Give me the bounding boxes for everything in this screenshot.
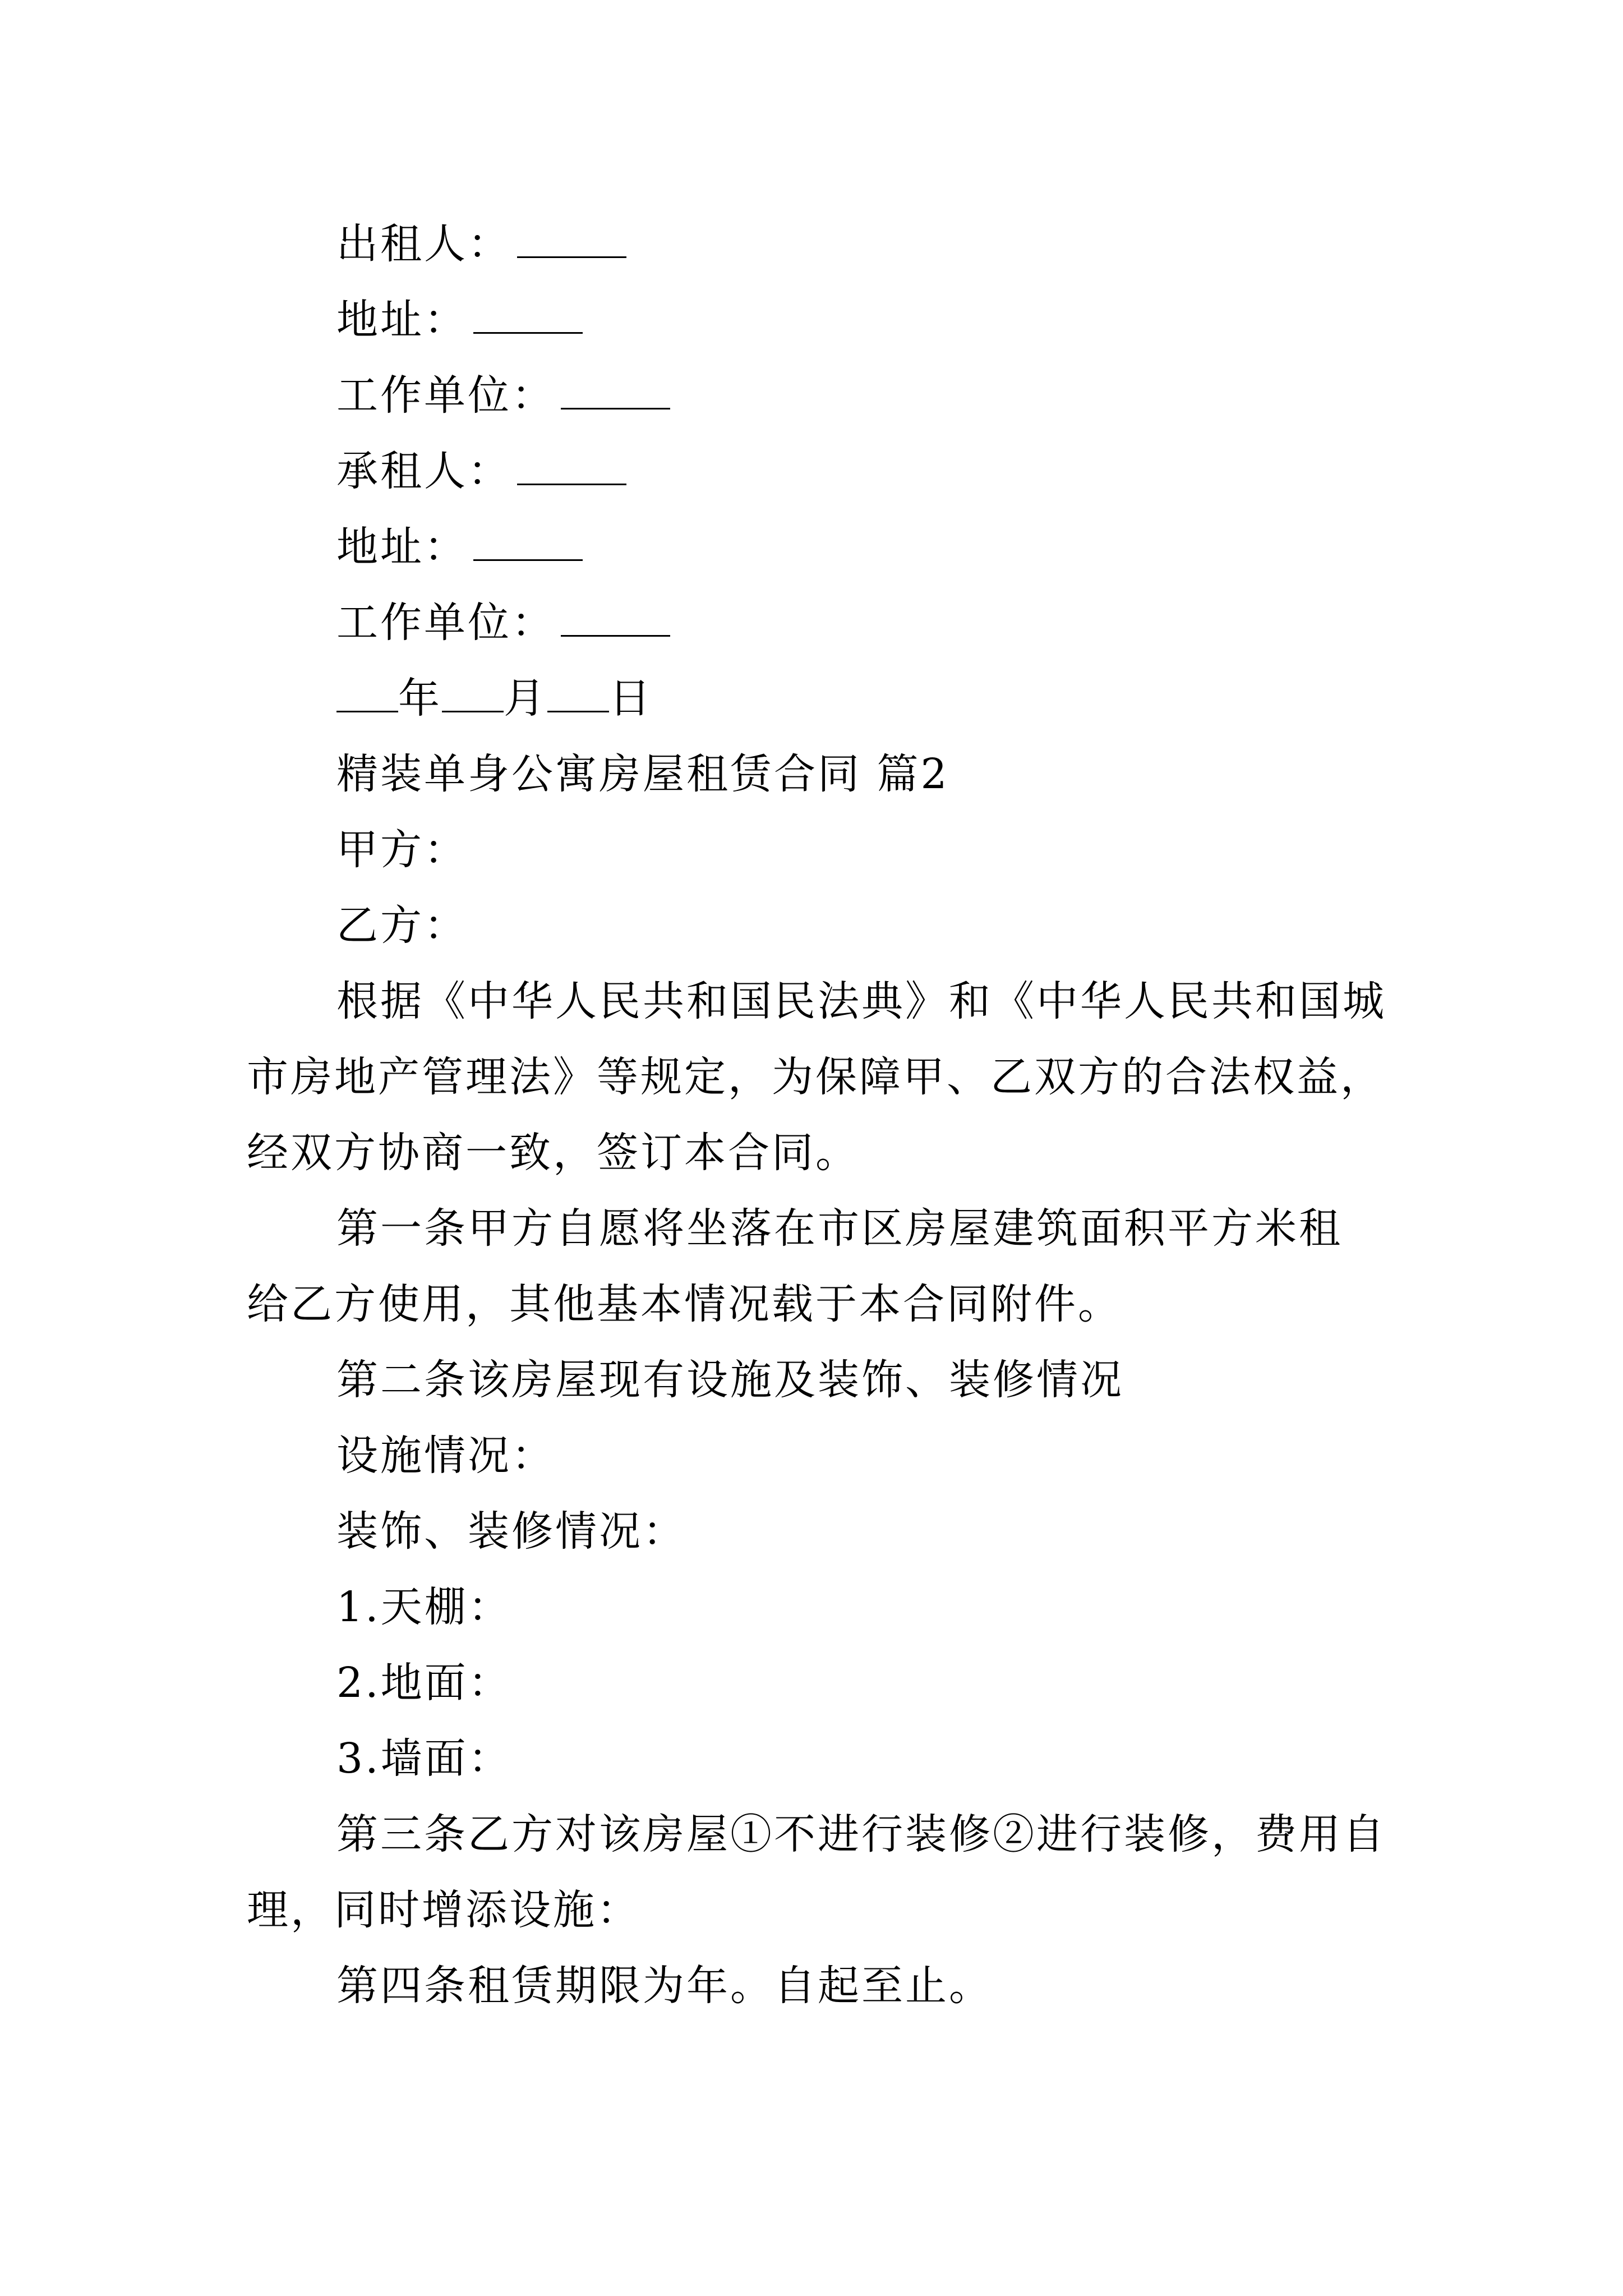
preamble-line-3: 经双方协商一致，签订本合同。 — [247, 1129, 859, 1177]
lessor-address-blank — [473, 300, 583, 334]
lessee-label: 承租人： — [336, 447, 511, 495]
lessee-blank — [517, 451, 626, 485]
lessor-employer-blank — [561, 375, 670, 409]
lessee-address-line — [336, 522, 583, 572]
lessee-address-blank — [473, 527, 583, 561]
party-b-line: 乙方： — [336, 901, 468, 950]
article-1-line-2: 给乙方使用，其他基本情况载于本合同附件。 — [247, 1280, 1122, 1328]
wall-item: 3.墙面： — [336, 1734, 512, 1783]
lessor-employer-line — [336, 370, 670, 421]
article-4-line: 第四条租赁期限为年。自起至止。 — [336, 1962, 993, 2010]
lessor-line — [336, 219, 626, 269]
article-2-line: 第二条该房屋现有设施及装饰、装修情况 — [336, 1356, 1124, 1404]
month-blank — [442, 678, 504, 712]
lessee-address-label: 地址： — [336, 523, 468, 571]
lessor-address-label: 地址： — [336, 296, 468, 344]
article-3-line-2: 理，同时增添设施： — [247, 1886, 640, 1934]
date-line — [336, 673, 653, 724]
article-3-line-1: 第三条乙方对该房屋①不进行装修②进行装修，费用自 — [336, 1810, 1386, 1858]
month-label: 月 — [504, 674, 547, 723]
article-1-line-1: 第一条甲方自愿将坐落在市区房屋建筑面积平方米租 — [336, 1204, 1343, 1253]
lessee-line — [336, 446, 626, 496]
party-a-line: 甲方： — [336, 826, 468, 874]
facilities-line: 设施情况： — [336, 1432, 555, 1480]
lessee-employer-line — [336, 597, 670, 648]
lessee-employer-blank — [561, 602, 670, 637]
year-blank — [336, 678, 398, 712]
preamble-line-2: 市房地产管理法》等规定，为保障甲、乙双方的合法权益， — [247, 1053, 1384, 1101]
ceiling-item: 1.天棚： — [336, 1583, 512, 1631]
floor-item: 2.地面： — [336, 1659, 512, 1707]
lessor-label: 出租人： — [336, 220, 511, 268]
lessor-blank — [517, 224, 626, 258]
decoration-line: 装饰、装修情况： — [336, 1507, 686, 1556]
day-blank — [547, 678, 609, 712]
day-label: 日 — [609, 674, 653, 723]
year-label: 年 — [398, 674, 442, 723]
lessor-employer-label: 工作单位： — [336, 371, 555, 420]
section-heading: 精装单身公寓房屋租赁合同 篇2 — [336, 750, 949, 798]
lessee-employer-label: 工作单位： — [336, 599, 555, 647]
preamble-line-1: 根据《中华人民共和国民法典》和《中华人民共和国城 — [336, 977, 1386, 1025]
lessor-address-line — [336, 295, 583, 345]
